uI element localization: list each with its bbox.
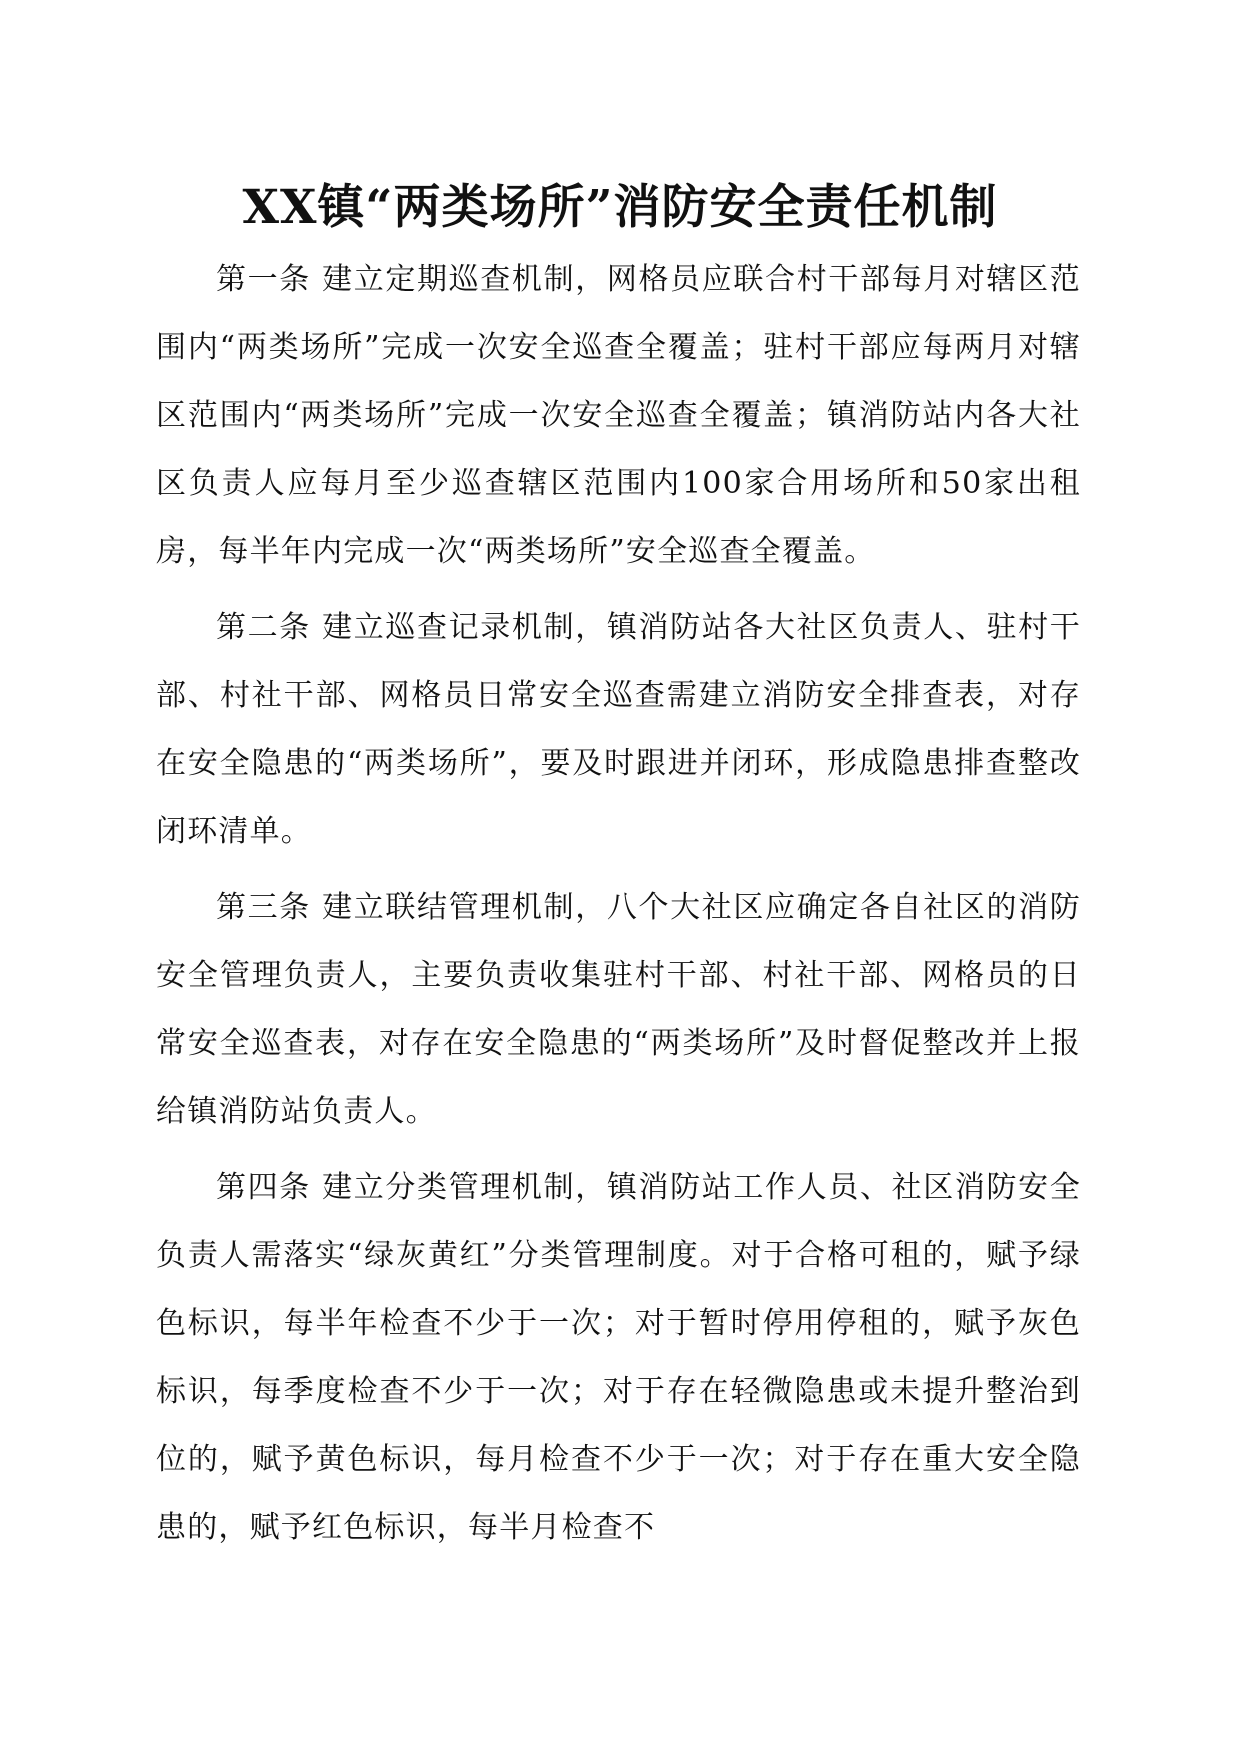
document-title: XX镇“两类场所”消防安全责任机制 [242, 180, 998, 235]
article-3: 第三条 建立联结管理机制，八个大社区应确定各自社区的消防安全管理负责人，主要负责收集驻村干部、村社干部、网格员的日常安全巡查表，对存在安全隐患的“两类场所”及时督促整改并上报给镇消防站负责人。 [156, 890, 1081, 1129]
article-1: 第一条 建立定期巡查机制，网格员应联合村干部每月对辖区范围内“两类场所”完成一次安全巡查全覆盖；驻村干部应每两月对辖区范围内“两类场所”完成一次安全巡查全覆盖；镇消防站内各大社区负责人应每月至少巡查辖区范围内100家合用场所和50家出租房，每半年内完成一次“两类场所”安全巡查全覆盖。 [156, 262, 1081, 569]
article-4: 第四条 建立分类管理机制，镇消防站工作人员、社区消防安全负责人需落实“绿灰黄红”分类管理制度。对于合格可租的，赋予绿色标识，每半年检查不少于一次；对于暂时停用停租的，赋予灰色标识，每季度检查不少于一次；对于存在轻微隐患或未提升整治到位的，赋予黄色标识，每月检查不少于一次；对于存在重大安全隐患的，赋予红色标识，每半月检查不 [156, 1170, 1081, 1545]
article-2: 第二条 建立巡查记录机制，镇消防站各大社区负责人、驻村干部、村社干部、网格员日常安全巡查需建立消防安全排查表，对存在安全隐患的“两类场所”，要及时跟进并闭环，形成隐患排查整改闭环清单。 [156, 610, 1081, 849]
document-body [156, 246, 1081, 1570]
